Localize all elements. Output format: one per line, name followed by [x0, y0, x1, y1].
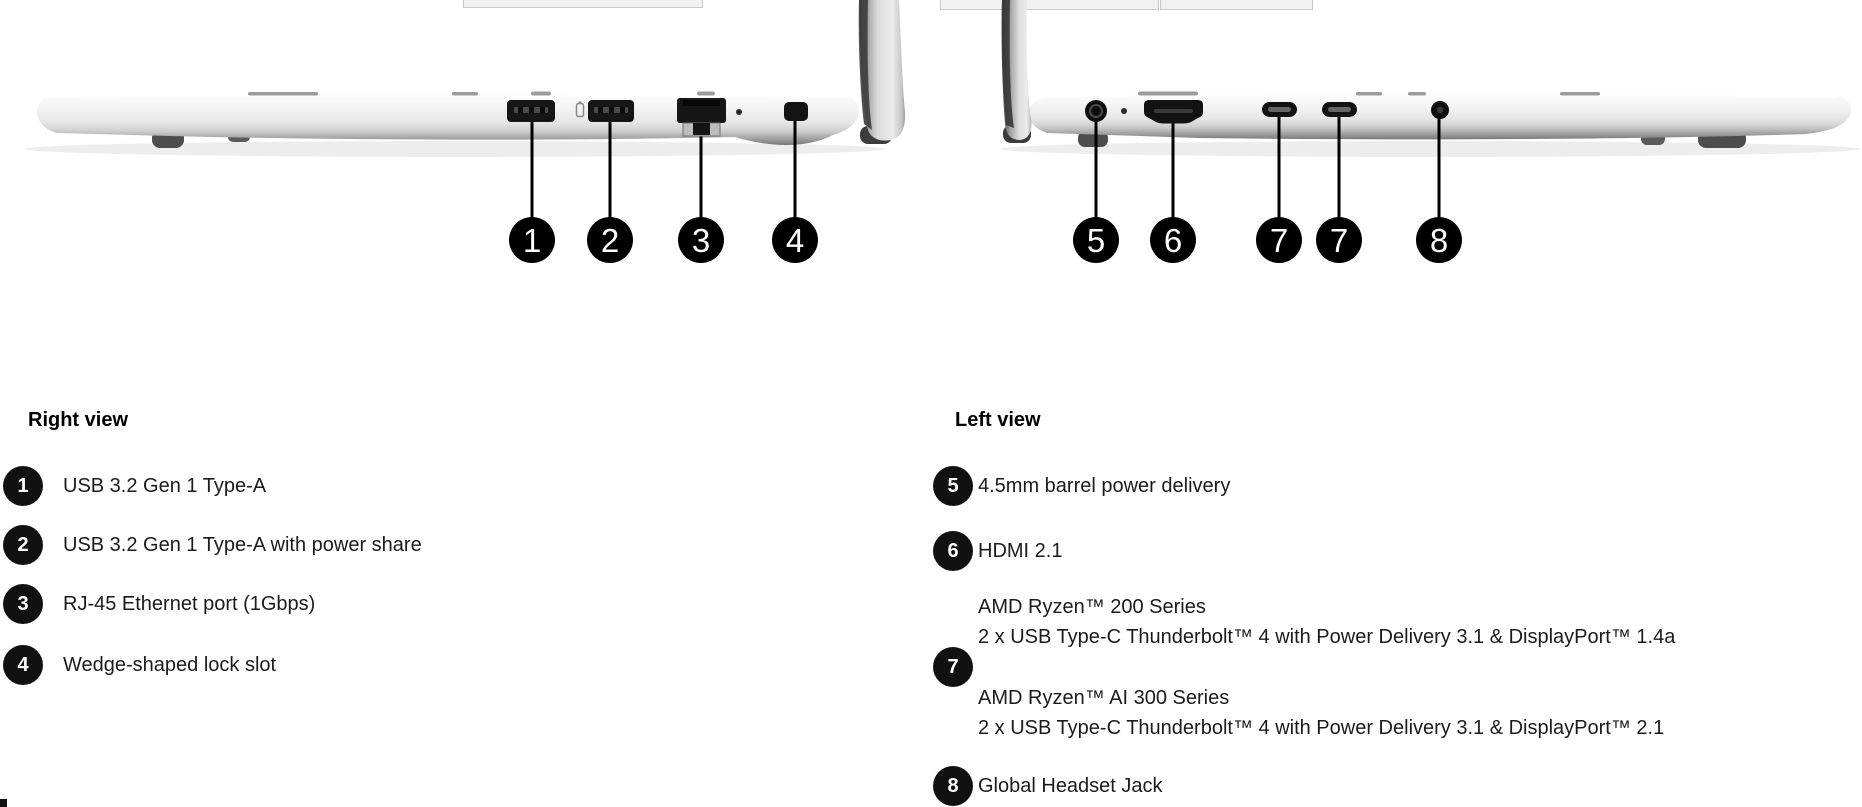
hdmi-port-icon	[1144, 100, 1203, 124]
legend-badge-3: 3	[3, 584, 43, 624]
legend-item-7-line-3: AMD Ryzen™ AI 300 Series	[978, 687, 1230, 709]
legend-badge-5: 5	[933, 466, 973, 506]
legend-badge-2: 2	[3, 525, 43, 565]
headset-jack-icon	[1431, 101, 1449, 119]
legend-item-2-text: USB 3.2 Gen 1 Type-A with power share	[63, 534, 422, 556]
usb-a-port-1-icon	[507, 100, 555, 122]
left-view-title: Left view	[955, 409, 1041, 431]
legend-item-7-line-4: 2 x USB Type-C Thunderbolt™ 4 with Power Delivery 3.1 & DisplayPort™ 2.1	[978, 717, 1665, 739]
legend-item-5-text: 4.5mm barrel power delivery	[978, 475, 1231, 497]
callout-number-8: 8	[1429, 222, 1449, 259]
usb-a-port-2-icon	[588, 100, 634, 122]
legend-item-8-text: Global Headset Jack	[978, 775, 1163, 797]
legend-item-7-block-1	[978, 592, 1675, 652]
legend-item-3-text: RJ-45 Ethernet port (1Gbps)	[63, 593, 316, 615]
legend-item-7-line-2: 2 x USB Type-C Thunderbolt™ 4 with Power Delivery 3.1 & DisplayPort™ 1.4a	[978, 626, 1676, 648]
legend-badge-4: 4	[3, 645, 43, 685]
callout-number-1: 1	[522, 222, 542, 259]
callout-number-7a: 7	[1269, 222, 1289, 259]
legend-item-7-line-1: AMD Ryzen™ 200 Series	[978, 596, 1206, 618]
laptop-right-view-illustration	[25, 0, 905, 240]
laptop-left-view-illustration	[1000, 0, 1860, 240]
legend-item-4-text: Wedge-shaped lock slot	[63, 654, 277, 676]
lock-slot-icon	[784, 102, 808, 121]
legend-item-7-block-2	[978, 683, 1664, 743]
laptop-diagram	[0, 0, 1862, 280]
callout-number-4: 4	[785, 222, 805, 259]
rj45-port-icon	[677, 98, 726, 136]
usb-c-port-1-icon	[1262, 102, 1297, 117]
barrel-power-jack-icon	[1085, 100, 1107, 122]
cut-off-corner-mark	[0, 799, 7, 807]
status-led-pinhole	[736, 109, 742, 115]
legend-badge-1: 1	[3, 466, 43, 506]
status-led-pinhole	[1121, 108, 1127, 114]
callout-number-7b: 7	[1329, 222, 1349, 259]
legend-badge-7: 7	[933, 647, 973, 687]
callout-number-5: 5	[1086, 222, 1106, 259]
legend-item-6-text: HDMI 2.1	[978, 540, 1063, 562]
callout-number-3: 3	[691, 222, 711, 259]
legend-badge-8: 8	[933, 766, 973, 806]
callout-number-6: 6	[1163, 222, 1183, 259]
callout-number-2: 2	[600, 222, 620, 259]
usb-c-port-2-icon	[1322, 102, 1357, 117]
legend-item-1-text: USB 3.2 Gen 1 Type-A	[63, 475, 267, 497]
right-view-title: Right view	[28, 409, 129, 431]
legend-badge-6: 6	[933, 531, 973, 571]
callout-badges	[509, 217, 1462, 263]
